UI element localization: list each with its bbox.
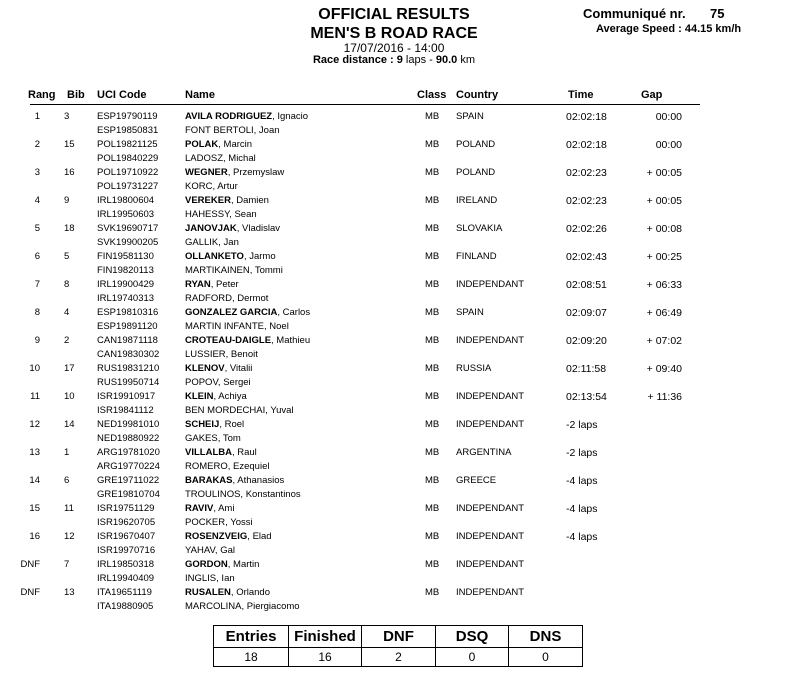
rider-1-lastname: POLAK <box>185 139 219 150</box>
uci-code-1: ITA19651119 <box>97 587 152 598</box>
table-row <box>0 307 788 335</box>
time: 02:02:26 <box>566 223 607 235</box>
col-rang: Rang <box>28 89 56 101</box>
uci-code-1: POL19710922 <box>97 167 159 178</box>
class: MB <box>425 363 440 374</box>
bib: 11 <box>64 503 74 514</box>
average-speed: Average Speed : 44.15 km/h <box>596 23 742 35</box>
rider-1-firstname: , Roel <box>219 419 245 430</box>
bib: 7 <box>64 559 70 570</box>
gap: + 00:05 <box>646 167 682 179</box>
rider-1-lastname: WEGNER <box>185 167 228 178</box>
country: INDEPENDANT <box>456 559 525 570</box>
class: MB <box>425 139 440 150</box>
rang: 9 <box>34 335 40 346</box>
rang: 10 <box>29 363 40 374</box>
uci-code-2: ISR19970716 <box>97 545 156 556</box>
time: -4 laps <box>566 475 598 487</box>
table-row <box>0 587 788 615</box>
uci-code-2: ESP19891120 <box>97 321 158 332</box>
bib: 13 <box>64 587 75 598</box>
class: MB <box>425 475 440 486</box>
rider-2-name: FONT BERTOLI, Joan <box>185 125 280 136</box>
race-km-unit: km <box>457 54 476 66</box>
gap: + 11:36 <box>647 391 682 403</box>
uci-code-2: GRE19810704 <box>97 489 160 500</box>
rang: 11 <box>30 391 40 402</box>
class: MB <box>425 307 440 318</box>
rider-2-name: POCKER, Yossi <box>185 517 253 528</box>
uci-code-1: IRL19800604 <box>97 195 155 206</box>
race-distance <box>0 54 788 66</box>
race-laps-unit: laps - <box>402 54 436 66</box>
gap: + 00:25 <box>646 251 682 263</box>
country: INDEPENDANT <box>456 391 525 402</box>
race-distance-label: Race distance : <box>312 54 397 66</box>
country: SPAIN <box>456 307 484 318</box>
uci-code-2: ISR19620705 <box>97 517 156 528</box>
uci-code-1: ARG19781020 <box>97 447 160 458</box>
col-bib: Bib <box>67 89 85 101</box>
gap: + 06:49 <box>646 307 682 319</box>
rider-1-firstname: , Carlos <box>277 307 311 318</box>
uci-code-2: POL19731227 <box>97 181 159 192</box>
rider-1-lastname: RYAN <box>185 279 211 290</box>
table-row <box>0 139 788 167</box>
summary-header-finished: Finished <box>289 626 362 648</box>
table-row <box>0 223 788 251</box>
bib: 10 <box>64 391 75 402</box>
time: 02:09:20 <box>566 335 607 347</box>
time: 02:02:18 <box>566 111 607 123</box>
rider-1-lastname: JANOVJAK <box>185 223 237 234</box>
class: MB <box>425 223 440 234</box>
rider-1-name <box>185 475 284 486</box>
rider-1-firstname: , Achiya <box>213 391 247 402</box>
rider-2-name: INGLIS, Ian <box>185 573 235 584</box>
rang: DNF <box>20 587 40 598</box>
rider-1-name <box>185 279 239 290</box>
country: INDEPENDANT <box>456 503 525 514</box>
uci-code-2: IRL19740313 <box>97 293 155 304</box>
race-km-value: 90.0 <box>435 54 458 66</box>
rider-1-firstname: , Raul <box>231 447 257 458</box>
rider-1-name <box>185 223 280 234</box>
country: INDEPENDANT <box>456 587 525 598</box>
class: MB <box>425 279 440 290</box>
rider-1-name <box>185 167 284 178</box>
rider-1-name <box>185 447 257 458</box>
time: 02:11:58 <box>566 363 607 375</box>
summary-header-dnf: DNF <box>362 626 436 648</box>
rider-2-name: MARTIN INFANTE, Noel <box>185 321 289 332</box>
rider-1-lastname: OLLANKETO <box>185 251 244 262</box>
title-race-name: MEN'S B ROAD RACE <box>310 25 478 42</box>
rang: 15 <box>29 503 40 514</box>
bib: 15 <box>64 139 75 150</box>
table-row <box>0 167 788 195</box>
class: MB <box>425 251 440 262</box>
bib: 12 <box>64 531 75 542</box>
rang: 16 <box>29 531 40 542</box>
rider-1-firstname: , Athanasios <box>232 475 285 486</box>
time: 02:09:07 <box>566 307 607 319</box>
summary-value-row <box>214 648 583 667</box>
rider-1-name <box>185 419 244 430</box>
class: MB <box>425 195 440 206</box>
rang: 3 <box>34 167 40 178</box>
rang: 13 <box>29 447 40 458</box>
uci-code-2: IRL19950603 <box>97 209 155 220</box>
uci-code-1: POL19821125 <box>97 139 158 150</box>
uci-code-1: NED19981010 <box>97 419 160 430</box>
uci-code-2: ARG19770224 <box>97 461 160 472</box>
rider-1-lastname: SCHEIJ <box>185 419 220 430</box>
bib: 8 <box>64 279 70 290</box>
summary-value-dns: 0 <box>509 648 583 667</box>
rider-2-name: YAHAV, Gal <box>185 545 235 556</box>
gap: + 06:33 <box>646 279 682 291</box>
table-row <box>0 195 788 223</box>
rider-1-firstname: , Ignacio <box>272 111 309 122</box>
class: MB <box>425 167 440 178</box>
time: 02:13:54 <box>566 391 607 403</box>
table-row <box>0 251 788 279</box>
rider-1-firstname: , Damien <box>230 195 269 206</box>
class: MB <box>425 587 440 598</box>
bib: 14 <box>64 419 75 430</box>
rider-1-name <box>185 335 310 346</box>
title-official-results: OFFICIAL RESULTS <box>318 6 470 23</box>
summary-value-dsq: 0 <box>436 648 509 667</box>
time: -2 laps <box>566 447 598 459</box>
uci-code-1: FIN19581130 <box>97 251 154 262</box>
uci-code-2: NED19880922 <box>97 433 160 444</box>
uci-code-2: ESP19850831 <box>97 125 159 136</box>
rider-2-name: TROULINOS, Konstantinos <box>185 489 301 500</box>
race-datetime: 17/07/2016 - 14:00 <box>343 41 445 55</box>
country: FINLAND <box>456 251 497 262</box>
country: INDEPENDANT <box>456 531 525 542</box>
rider-1-firstname: , Mathieu <box>271 335 311 346</box>
class: MB <box>425 531 440 542</box>
rider-1-firstname: , Ami <box>213 503 235 514</box>
rider-1-name <box>185 111 308 122</box>
rider-1-name <box>185 587 270 598</box>
col-time: Time <box>568 89 594 101</box>
rider-1-firstname: , Jarmo <box>243 251 276 262</box>
rider-1-lastname: AVILA RODRIGUEZ <box>185 111 273 122</box>
summary-header-dsq: DSQ <box>436 626 509 648</box>
bib: 6 <box>64 475 70 486</box>
bib: 5 <box>64 251 70 262</box>
uci-code-1: ISR19910917 <box>97 391 156 402</box>
rider-2-name: RADFORD, Dermot <box>185 293 269 304</box>
rider-1-firstname: , Vladislav <box>236 223 281 234</box>
rider-1-lastname: RAVIV <box>185 503 214 514</box>
rider-1-firstname: , Peter <box>210 279 239 290</box>
time: -4 laps <box>566 503 598 515</box>
rider-2-name: GAKES, Tom <box>185 433 241 444</box>
country: ARGENTINA <box>456 447 512 458</box>
uci-code-2: IRL19940409 <box>97 573 155 584</box>
table-row <box>0 503 788 531</box>
time: -2 laps <box>566 419 598 431</box>
header-divider <box>30 104 700 105</box>
rider-1-name <box>185 559 259 570</box>
rider-1-lastname: KLENOV <box>185 363 225 374</box>
uci-code-1: ISR19670407 <box>97 531 156 542</box>
communique-number: 75 <box>710 6 725 21</box>
table-row <box>0 447 788 475</box>
rider-1-lastname: RUSALEN <box>185 587 231 598</box>
rider-1-name <box>185 503 234 514</box>
uci-code-1: SVK19690717 <box>97 223 159 234</box>
rider-1-lastname: VILLALBA <box>185 447 232 458</box>
rider-2-name: LADOSZ, Michal <box>185 153 256 164</box>
rider-1-firstname: , Martin <box>227 559 260 570</box>
gap: 00:00 <box>655 111 682 123</box>
rang: 7 <box>34 279 40 290</box>
rider-2-name: HAHESSY, Sean <box>185 209 257 220</box>
bib: 3 <box>64 111 70 122</box>
rider-1-name <box>185 251 276 262</box>
class: MB <box>425 391 440 402</box>
time: 02:02:18 <box>566 139 607 151</box>
rider-1-name <box>185 195 269 206</box>
uci-code-1: ISR19751129 <box>97 503 155 514</box>
bib: 9 <box>64 195 70 206</box>
col-gap: Gap <box>641 89 663 101</box>
uci-code-2: SVK19900205 <box>97 237 159 248</box>
gap: 00:00 <box>655 139 682 151</box>
race-laps-value: 9 <box>396 54 403 66</box>
table-row <box>0 559 788 587</box>
gap: + 09:40 <box>646 363 682 375</box>
gap: + 07:02 <box>646 335 682 347</box>
uci-code-2: FIN19820113 <box>97 265 154 276</box>
table-row <box>0 111 788 139</box>
rider-2-name: POPOV, Sergei <box>185 377 251 388</box>
country: POLAND <box>456 167 496 178</box>
country: INDEPENDANT <box>456 335 525 346</box>
class: MB <box>425 419 440 430</box>
rang: 2 <box>34 139 40 150</box>
rang: DNF <box>20 559 40 570</box>
rang: 4 <box>34 195 40 206</box>
rider-1-lastname: GORDON <box>185 559 228 570</box>
uci-code-2: ISR19841112 <box>97 405 154 416</box>
bib: 1 <box>64 447 70 458</box>
class: MB <box>425 111 440 122</box>
uci-code-1: IRL19850318 <box>97 559 155 570</box>
summary-header-row <box>214 626 583 648</box>
class: MB <box>425 447 440 458</box>
table-row <box>0 279 788 307</box>
uci-code-2: POL19840229 <box>97 153 159 164</box>
rider-2-name: KORC, Artur <box>185 181 238 192</box>
summary-value-finished: 16 <box>289 648 362 667</box>
rider-2-name: MARCOLINA, Piergiacomo <box>185 601 300 612</box>
country: INDEPENDANT <box>456 419 525 430</box>
time: 02:02:23 <box>566 167 607 179</box>
time: 02:02:43 <box>566 251 607 263</box>
uci-code-2: CAN19830302 <box>97 349 160 360</box>
uci-code-1: RUS19831210 <box>97 363 160 374</box>
table-row <box>0 391 788 419</box>
col-uci-code: UCI Code <box>97 89 147 101</box>
rider-2-name: BEN MORDECHAI, Yuval <box>185 405 294 416</box>
summary-header-dns: DNS <box>509 626 583 648</box>
col-name: Name <box>185 89 215 101</box>
uci-code-1: CAN19871118 <box>97 335 158 346</box>
summary-header-entries: Entries <box>214 626 289 648</box>
summary-value-dnf: 2 <box>362 648 436 667</box>
rider-1-name <box>185 531 272 542</box>
uci-code-2: RUS19950714 <box>97 377 160 388</box>
uci-code-1: IRL19900429 <box>97 279 155 290</box>
country: POLAND <box>456 139 496 150</box>
rider-1-firstname: , Przemyslaw <box>227 167 285 178</box>
country: GREECE <box>456 475 497 486</box>
bib: 18 <box>64 223 75 234</box>
col-class: Class <box>417 89 447 101</box>
rang: 14 <box>29 475 40 486</box>
class: MB <box>425 335 440 346</box>
rider-1-lastname: CROTEAU-DAIGLE <box>185 335 272 346</box>
table-row <box>0 335 788 363</box>
rider-2-name: ROMERO, Ezequiel <box>185 461 270 472</box>
uci-code-1: ESP19810316 <box>97 307 159 318</box>
rider-1-lastname: ROSENZVEIG <box>185 531 248 542</box>
uci-code-1: GRE19711022 <box>97 475 160 486</box>
rider-1-name <box>185 139 252 150</box>
summary-value-entries: 18 <box>214 648 289 667</box>
class: MB <box>425 503 440 514</box>
rider-1-firstname: , Elad <box>247 531 272 542</box>
uci-code-1: ESP19790119 <box>97 111 158 122</box>
table-row <box>0 363 788 391</box>
uci-code-2: ITA19880905 <box>97 601 154 612</box>
rider-1-name <box>185 307 310 318</box>
rider-1-name <box>185 363 252 374</box>
rider-1-lastname: GONZALEZ GARCIA <box>185 307 278 318</box>
rang: 1 <box>34 111 40 122</box>
summary-table <box>213 625 583 667</box>
rider-1-firstname: , Orlando <box>230 587 270 598</box>
rang: 12 <box>29 419 40 430</box>
rider-1-firstname: , Marcin <box>218 139 253 150</box>
rider-2-name: GALLIK, Jan <box>185 237 239 248</box>
table-row <box>0 531 788 559</box>
country: SPAIN <box>456 111 484 122</box>
gap: + 00:08 <box>646 223 682 235</box>
rang: 5 <box>34 223 40 234</box>
rider-2-name: LUSSIER, Benoit <box>185 349 258 360</box>
time: 02:08:51 <box>566 279 607 291</box>
bib: 4 <box>64 307 70 318</box>
rider-1-lastname: BARAKAS <box>185 475 233 486</box>
rider-1-firstname: , Vitalii <box>224 363 253 374</box>
bib: 16 <box>64 167 75 178</box>
country: RUSSIA <box>456 363 492 374</box>
time: -4 laps <box>566 531 598 543</box>
table-row <box>0 475 788 503</box>
gap: + 00:05 <box>646 195 682 207</box>
table-row <box>0 419 788 447</box>
bib: 2 <box>64 335 70 346</box>
rang: 8 <box>34 307 40 318</box>
rider-1-lastname: KLEIN <box>185 391 214 402</box>
time: 02:02:23 <box>566 195 607 207</box>
rider-2-name: MARTIKAINEN, Tommi <box>185 265 283 276</box>
country: IRELAND <box>456 195 498 206</box>
rider-1-name <box>185 391 247 402</box>
country: SLOVAKIA <box>456 223 503 234</box>
rider-1-lastname: VEREKER <box>185 195 231 206</box>
col-country: Country <box>456 89 499 101</box>
bib: 17 <box>64 363 75 374</box>
rang: 6 <box>34 251 40 262</box>
class: MB <box>425 559 440 570</box>
communique-label: Communiqué nr. <box>583 6 686 21</box>
country: INDEPENDANT <box>456 279 525 290</box>
